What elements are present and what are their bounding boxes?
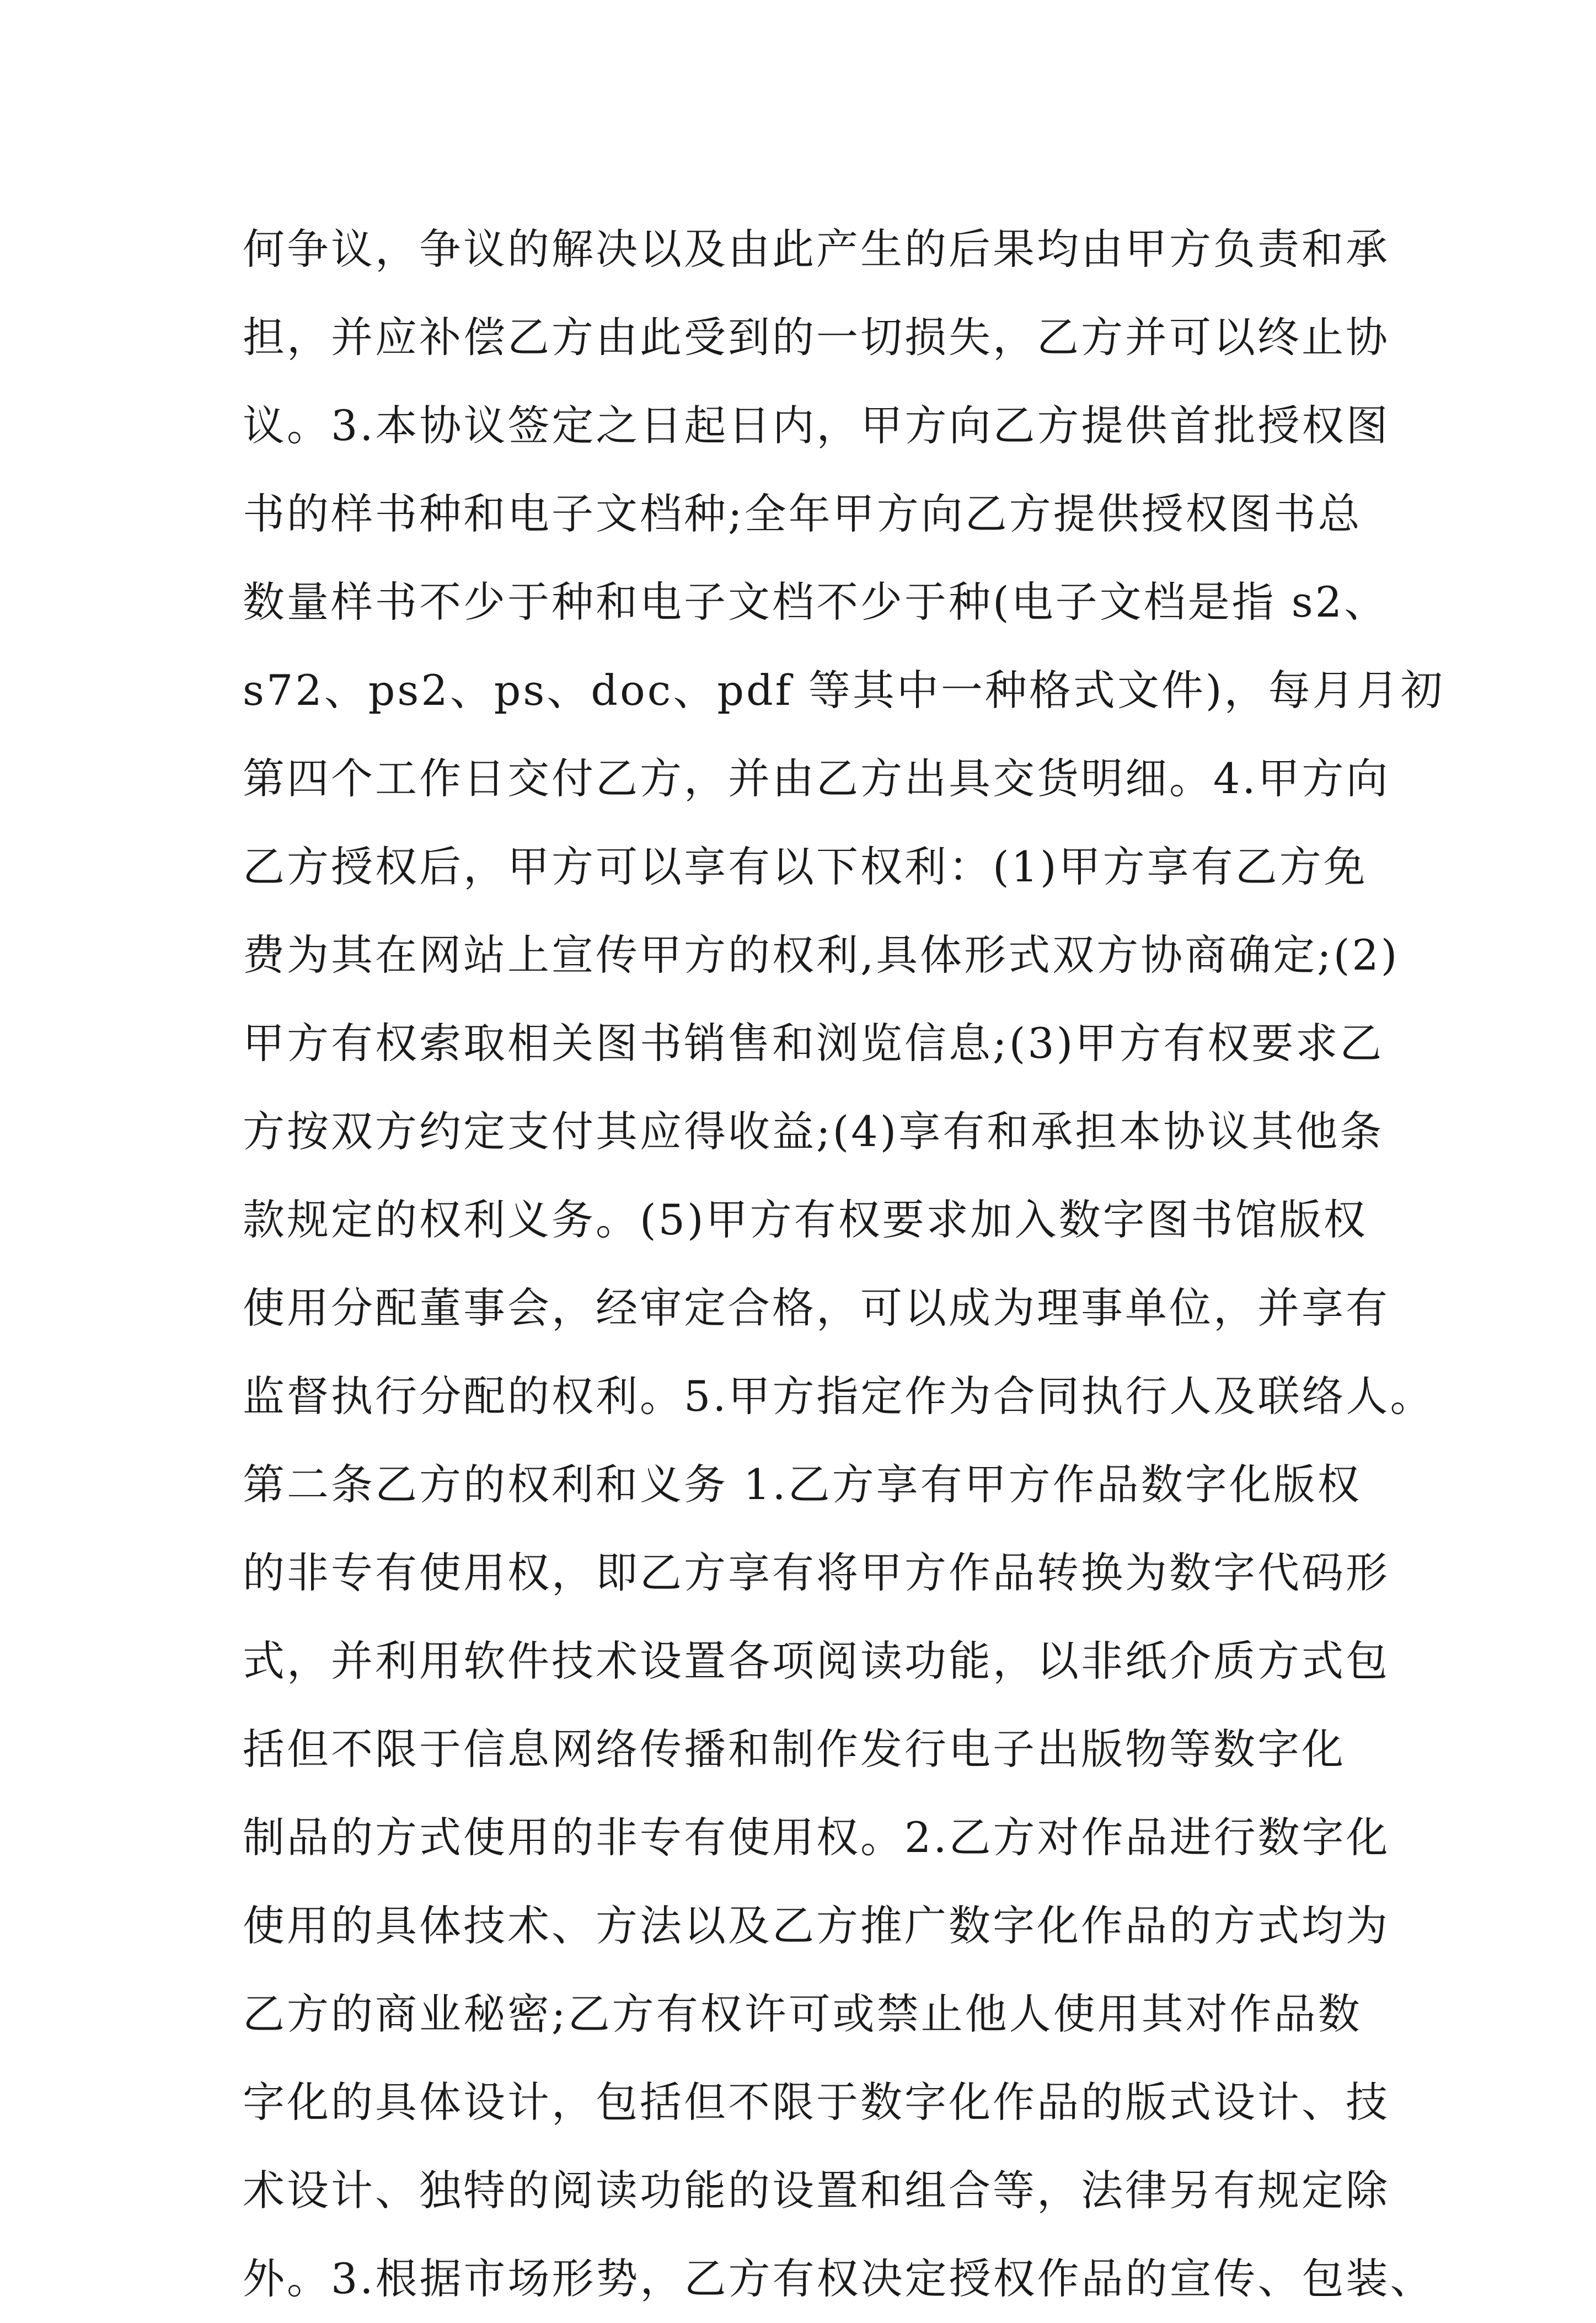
text-line: 制品的方式使用的非专有使用权。2.乙方对作品进行数字化 <box>243 1813 1390 1862</box>
text-line: 款规定的权利义务。(5)甲方有权要求加入数字图书馆版权 <box>243 1195 1368 1244</box>
text-line: 甲方有权索取相关图书销售和浏览信息;(3)甲方有权要求乙 <box>243 1019 1384 1068</box>
text-line: 议。3.本协议签定之日起日内，甲方向乙方提供首批授权图 <box>243 401 1390 450</box>
text-line: 方按双方约定支付其应得收益;(4)享有和承担本协议其他条 <box>243 1107 1384 1156</box>
text-line: 担，并应补偿乙方由此受到的一切损失，乙方并可以终止协 <box>243 313 1390 362</box>
text-line: 第二条乙方的权利和义务 1.乙方享有甲方作品数字化版权 <box>243 1460 1362 1509</box>
text-line: 的非专有使用权，即乙方享有将甲方作品转换为数字代码形 <box>243 1548 1390 1597</box>
text-line: 外。3.根据市场形势，乙方有权决定授权作品的宣传、包装、 <box>243 2254 1434 2303</box>
text-line: 第四个工作日交付乙方，并由乙方出具交货明细。4.甲方向 <box>243 754 1390 803</box>
text-line: 使用的具体技术、方法以及乙方推广数字化作品的方式均为 <box>243 1901 1390 1950</box>
text-line: 字化的具体设计，包括但不限于数字化作品的版式设计、技 <box>243 2078 1390 2127</box>
text-line: 乙方的商业秘密;乙方有权许可或禁止他人使用其对作品数 <box>243 1989 1362 2038</box>
text-line: 术设计、独特的阅读功能的设置和组合等，法律另有规定除 <box>243 2166 1390 2215</box>
text-line: 使用分配董事会，经审定合格，可以成为理事单位，并享有 <box>243 1283 1390 1332</box>
text-line: 书的样书种和电子文档种;全年甲方向乙方提供授权图书总 <box>243 489 1362 538</box>
text-line: 费为其在网站上宣传甲方的权利,具体形式双方协商确定;(2) <box>243 930 1400 979</box>
text-line: 监督执行分配的权利。5.甲方指定作为合同执行人及联络人。 <box>243 1372 1434 1421</box>
text-line: 乙方授权后，甲方可以享有以下权利：(1)甲方享有乙方免 <box>243 842 1368 891</box>
text-line: 数量样书不少于种和电子文档不少于种(电子文档是指 s2、 <box>243 577 1389 627</box>
text-line: 括但不限于信息网络传播和制作发行电子出版物等数字化 <box>243 1725 1346 1774</box>
text-line: s72、ps2、ps、doc、pdf 等其中一种格式文件)，每月月初 <box>243 666 1445 715</box>
text-line: 何争议，争议的解决以及由此产生的后果均由甲方负责和承 <box>243 224 1390 274</box>
body-text <box>243 205 1445 2323</box>
text-line: 式，并利用软件技术设置各项阅读功能，以非纸介质方式包 <box>243 1636 1390 1685</box>
